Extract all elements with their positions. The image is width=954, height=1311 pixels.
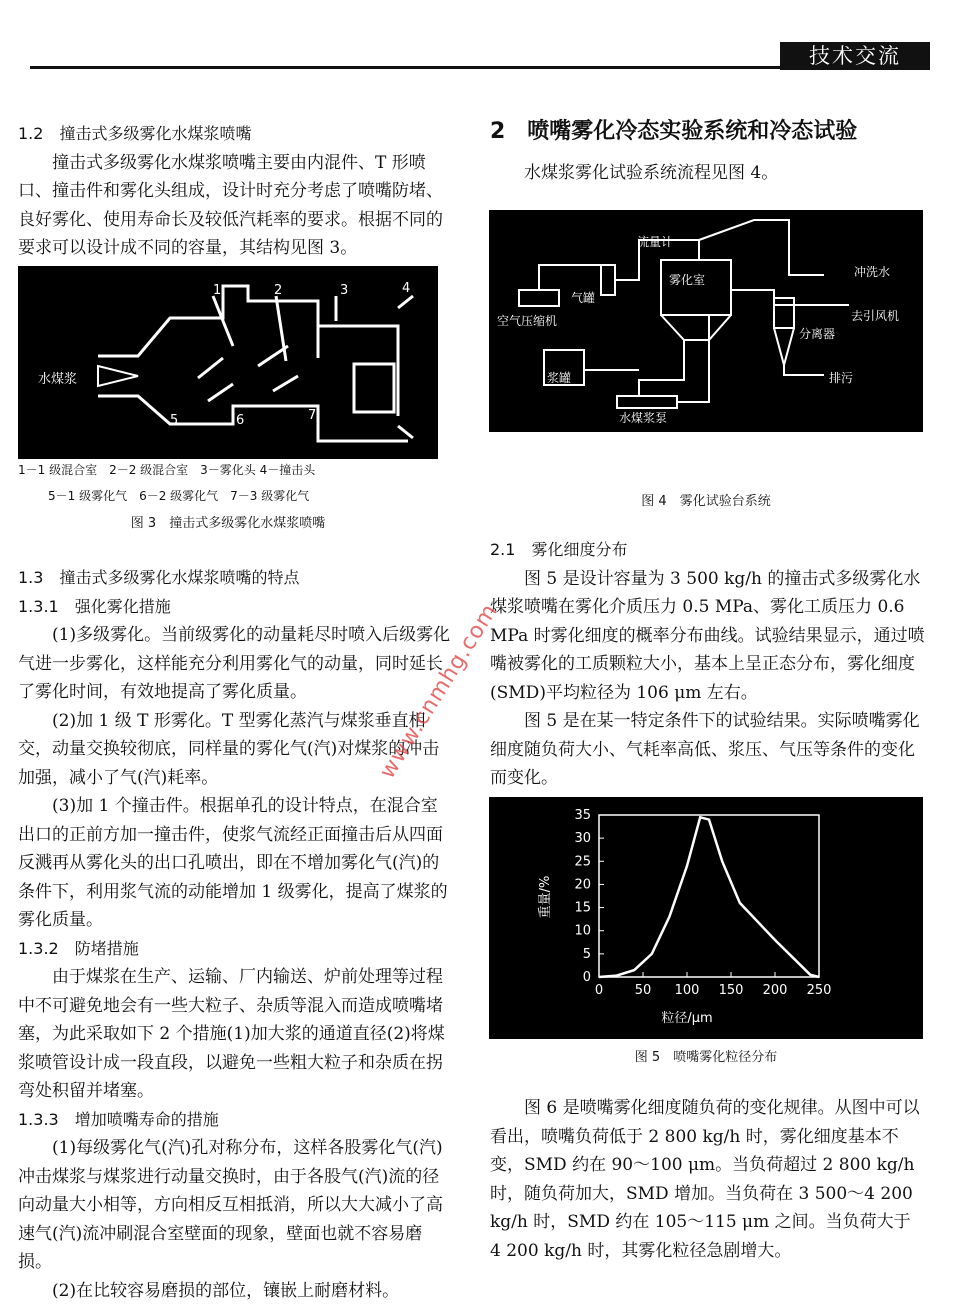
x-tick-label: 250 [806,983,832,998]
paragraph-anti-clog: 由于煤浆在生产、运输、厂内输送、炉前处理等过程中不可避免地会有一些大粒子、杂质等混入而造成喷嘴堵塞，为此采取如下 2 个措施(1)加大浆的通道直径(2)将煤浆喷管设计成一段直段，以避免一些粗大粒子和杂质在拐弯处积留并堵塞。 [18,967,445,1101]
right-column-middle [490,536,926,793]
jet-arrow-top [398,296,413,308]
section-1-3-1-title: 1.3.1 强化雾化措施 [18,596,171,616]
x-tick-label: 50 [634,983,652,998]
section-1-2-body: 撞击式多级雾化水煤浆喷嘴主要由内混件、T 形喷口、撞击件和雾化头组成，设计时充分考虑了喷嘴防堵、良好雾化、使用寿命长及较低汽耗率的要求。根据不同的要求可以设计成不同的容量，其结构见图 3。 [18,152,443,258]
label-drain: 排污 [829,371,854,385]
test-system-svg [489,210,923,432]
gas-tank [601,265,615,295]
mix-arrow-4 [273,376,298,391]
y-tick-label: 35 [574,808,591,823]
series-line [599,817,819,977]
paragraph-fig6: 图 6 是喷嘴雾化细度随负荷的变化规律。从图中可以看出，喷嘴负荷低于 2 800 kg/h 时，雾化细度基本不变，SMD 约在 90～100 μm。当负荷超过 2 800 kg/h 时，随负荷加大，SMD 增加。当负荷在 3 500～4 200 kg/h 时，SMD 约在 105～115 μm 之间。当负荷大于 4 200 kg/h 时，其雾化粒径急剧增大。 [490,1098,920,1261]
y-axis-label: 重量/% [538,875,553,919]
pipe-feed [677,315,709,402]
section-label: 技术交流 [780,42,930,70]
y-tick-label: 0 [582,970,591,985]
right-column-bottom [490,1094,926,1265]
label-num-7: 7 [308,408,317,423]
figure-4-diagram [489,210,923,432]
left-column-bottom [18,564,454,1305]
slurry-pump [617,396,677,408]
figure-3-caption: 图 3 撞击式多级雾化水煤浆喷嘴 [130,516,326,531]
figure-5-chart [489,797,923,1039]
paragraph-impact: (3)加 1 个撞击件。根据单孔的设计特点，在混合室出口的正前方加一撞击件，使浆气流经正面撞击后从四面反溅再从雾化头的出口孔喷出，即在不增加雾化气(汽)的条件下，利用浆气流的动能增加 1 级雾化，提高了煤浆的雾化质量。 [18,796,448,930]
section-1-2-title: 1.2 撞击式多级雾化水煤浆喷嘴 [18,124,252,143]
label-gas-tank: 气罐 [571,291,596,305]
right-column-top [490,118,926,187]
header-rule [30,66,780,69]
separator-cone [774,328,794,365]
section-2-title: 2 喷嘴雾化冷态实验系统和冷态试验 [490,119,858,144]
label-inlet: 水煤浆 [38,372,78,387]
label-atomizer: 雾化室 [669,273,706,287]
y-tick-label: 20 [574,877,591,893]
y-tick-label: 10 [574,923,591,939]
mix-arrow-2 [208,384,233,401]
nozzle-diagram-svg [18,266,438,459]
section-2-1-title: 2.1 雾化细度分布 [490,540,628,559]
plot-frame [599,815,819,977]
x-tick-label: 100 [674,983,700,998]
label-separator: 分离器 [799,327,836,341]
label-slurry-tank: 浆罐 [547,371,572,385]
figure-5-caption: 图 5 喷嘴雾化粒径分布 [634,1050,778,1065]
label-num-1: 1 [213,283,222,298]
figure-4-caption: 图 4 雾化试验台系统 [641,494,771,509]
pipe-drain-pump [639,340,684,396]
atomizer-hopper [661,315,731,340]
label-num-2: 2 [274,283,283,298]
section-1-3-3-title: 1.3.3 增加喷嘴寿命的措施 [18,1109,219,1129]
left-column-top [18,120,454,263]
chart-svg [489,797,923,1039]
figure-3-legend-2: 5－1 级雾化气 6－2 级雾化气 7－3 级雾化气 [48,489,310,503]
pipe-flush [699,220,824,275]
label-num-6: 6 [236,413,245,428]
pipe-air [539,265,601,290]
label-num-5: 5 [170,413,179,428]
label-to-fan: 去引风机 [851,309,900,323]
x-tick-label: 150 [718,983,744,998]
label-num-4: 4 [402,281,411,296]
impact-head [354,364,394,412]
x-tick-label: 0 [594,983,604,998]
watermark: www.cnmhg.com [375,599,503,784]
pipe-drain [784,365,824,375]
label-flush-water: 冲洗水 [854,265,891,279]
paragraph-fig5-desc: 图 5 是设计容量为 3 500 kg/h 的撞击式多级雾化水煤浆喷嘴在雾化介质压力 0.5 MPa、雾化工质压力 0.6 MPa 时雾化细度的概率分布曲线。试验结果显示，通过喷嘴被雾化的工质颗粒大小，基本上呈正态分布，雾化细度(SMD)平均粒径为 106 μm 左右。 [490,568,925,703]
y-tick-label: 15 [574,900,591,916]
paragraph-multistage: (1)多级雾化。当前级雾化的动量耗尽时喷入后级雾化气进一步雾化，这样能充分利用雾化气的动量，同时延长了雾化时间，有效地提高了雾化质量。 [18,625,451,702]
section-1-3-title: 1.3 撞击式多级雾化水煤浆喷嘴的特点 [18,568,300,587]
y-tick-label: 5 [582,946,591,962]
atomizer-chamber [661,260,731,315]
y-tick-label: 25 [574,854,591,870]
paragraph-wear: (2)在比较容易磨损的部位，镶嵌上耐磨材料。 [52,1280,400,1301]
paragraph-t-shape: (2)加 1 级 T 形雾化。T 型雾化蒸汽与煤浆垂直相交，动量交换较彻底，同样量的雾化气(汽)对煤浆的冲击加强，减小了气(汽)耗率。 [18,710,440,788]
paragraph-symmetric: (1)每级雾化气(汽)孔对称分布，这样各股雾化气(汽)冲击煤浆与煤浆进行动量交换时，由于各股气(汽)流的径向动量大小相等，方向相反互相抵消，所以大大减小了高速气(汽)流冲刷混合室壁面的现象，壁面也就不容易磨损。 [18,1138,443,1272]
mix-arrow-1 [198,358,223,378]
figure-3-diagram [18,266,438,459]
label-pump: 水煤浆泵 [619,411,668,425]
label-num-3: 3 [340,283,349,298]
x-tick-label: 200 [762,983,788,998]
nozzle-outline-bottom [98,396,408,441]
label-flowmeter: 流量计 [637,235,674,249]
y-tick-label: 30 [574,831,591,847]
label-compressor: 空气压缩机 [497,314,558,328]
atomizer-head [318,326,398,416]
jet-arrow-bottom [398,426,413,438]
figure-3-legend-1: 1－1 级混合室 2－2 级混合室 3－雾化头 4－撞击头 [18,463,316,477]
section-2-intro: 水煤浆雾化试验系统流程见图 4。 [524,162,779,183]
paragraph-fig5-note: 图 5 是在某一特定条件下的试验结果。实际喷嘴雾化细度随负荷大小、气耗率高低、浆压、气压等条件的变化而变化。 [490,711,920,788]
x-axis-label: 粒径/μm [661,1011,713,1026]
inlet-arrow [98,366,138,386]
separator-top [774,298,794,328]
compressor [519,290,559,306]
section-1-3-2-title: 1.3.2 防堵措施 [18,938,139,958]
